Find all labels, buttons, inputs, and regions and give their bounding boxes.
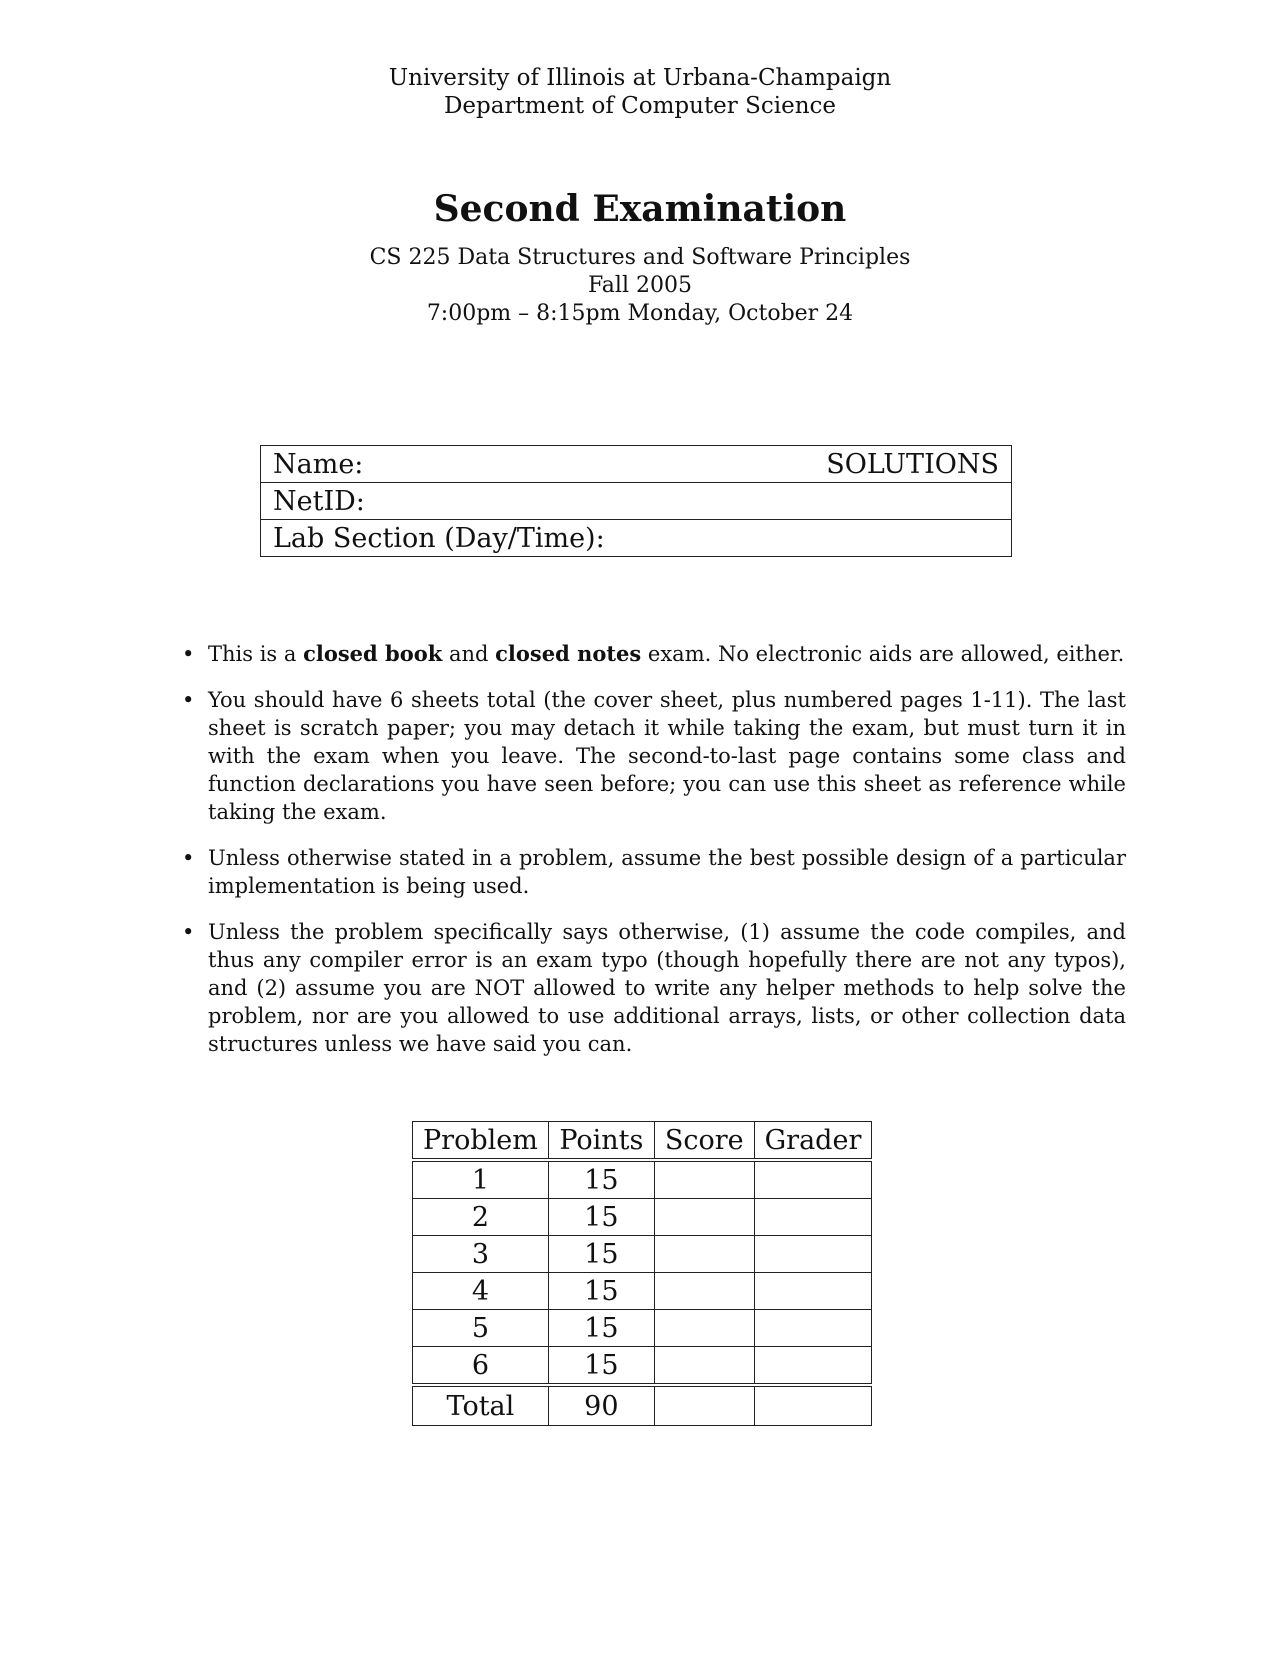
table-row [413, 1236, 872, 1273]
grader-cell [754, 1236, 872, 1273]
problem-points: 15 [548, 1310, 654, 1347]
score-cell [654, 1199, 754, 1236]
instruction-item: • Unless the problem specifically says otherwise, (1) assume the code compiles, and thus any compiler error is an exam typo (though hopefully there are not any typos), and (2) assume you are NOT allowed to write any helper methods to help solve the problem, nor are you allowed to use additional arrays, lists, or other collection data structures unless we have said you can. [182, 920, 1126, 1056]
score-cell [654, 1160, 754, 1199]
score-cell [654, 1347, 754, 1386]
exam-term: Fall 2005 [588, 273, 692, 298]
bullet-icon: • [182, 846, 195, 870]
total-grader-cell [754, 1385, 872, 1426]
name-value: SOLUTIONS [826, 448, 999, 480]
netid-label: NetID: [261, 483, 1012, 520]
grader-cell [754, 1160, 872, 1199]
header-score: Score [654, 1122, 754, 1161]
total-label: Total [413, 1385, 549, 1426]
table-row [413, 1347, 872, 1386]
name-label: Name: [273, 448, 364, 480]
instruction-item: • This is a closed book and closed notes exam. No electronic aids are allowed, either. [182, 641, 1125, 666]
problem-points: 15 [548, 1347, 654, 1386]
netid-row [261, 483, 1012, 520]
bullet-icon: • [182, 642, 195, 666]
problem-points: 15 [548, 1199, 654, 1236]
table-row [413, 1199, 872, 1236]
grader-cell [754, 1347, 872, 1386]
lab-section-row [261, 520, 1012, 557]
score-cell [654, 1273, 754, 1310]
score-table [412, 1121, 872, 1426]
header-problem: Problem [413, 1122, 549, 1161]
total-points: 90 [548, 1385, 654, 1426]
problem-number: 2 [413, 1199, 549, 1236]
lab-section-label: Lab Section (Day/Time): [261, 520, 1012, 557]
grader-cell [754, 1310, 872, 1347]
problem-points: 15 [548, 1236, 654, 1273]
grader-cell [754, 1199, 872, 1236]
bullet-icon: • [182, 688, 195, 712]
instruction-item: • Unless otherwise stated in a problem, assume the best possible design of a particular implementation is being used. [182, 846, 1126, 898]
exam-title: Second Examination [433, 188, 847, 230]
course-info [0, 244, 1280, 328]
university-name: University of Illinois at Urbana-Champaign [388, 65, 892, 91]
problem-number: 1 [413, 1160, 549, 1199]
score-cell [654, 1310, 754, 1347]
table-row [413, 1310, 872, 1347]
bullet-icon: • [182, 920, 195, 944]
problem-number: 6 [413, 1347, 549, 1386]
instruction-item: • You should have 6 sheets total (the cover sheet, plus numbered pages 1-11). The last sheet is scratch paper; you may detach it while taking the exam, but must turn it in with the exam when you leave. The second-to-last page contains some class and function declarations you have seen before; you can use this sheet as reference while taking the exam. [182, 688, 1126, 824]
course-name: CS 225 Data Structures and Software Principles [369, 245, 911, 270]
score-cell [654, 1236, 754, 1273]
student-info-box [260, 445, 1012, 557]
name-row [261, 446, 1012, 483]
total-score-cell [654, 1385, 754, 1426]
table-header-row [413, 1122, 872, 1161]
problem-number: 4 [413, 1273, 549, 1310]
total-row [413, 1385, 872, 1426]
problem-points: 15 [548, 1273, 654, 1310]
table-row [413, 1273, 872, 1310]
institution-header [0, 64, 1280, 120]
instructions-list [178, 640, 1126, 1076]
grader-cell [754, 1273, 872, 1310]
problem-points: 15 [548, 1160, 654, 1199]
department-name: Department of Computer Science [443, 93, 837, 119]
table-row [413, 1160, 872, 1199]
problem-number: 3 [413, 1236, 549, 1273]
header-points: Points [548, 1122, 654, 1161]
header-grader: Grader [754, 1122, 872, 1161]
exam-time: 7:00pm – 8:15pm Monday, October 24 [426, 301, 854, 326]
problem-number: 5 [413, 1310, 549, 1347]
